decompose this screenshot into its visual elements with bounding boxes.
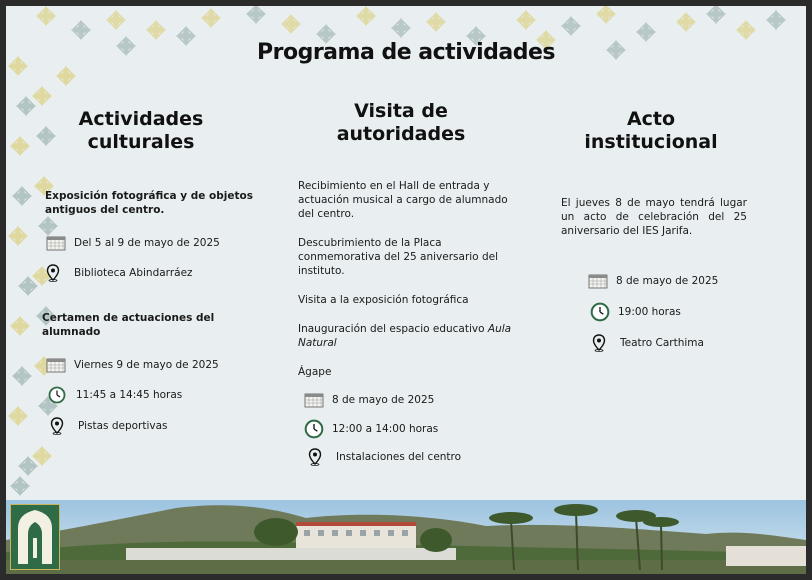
event-place-row [308, 447, 461, 467]
event-name: Certamen de actuaciones del alumnado [42, 312, 215, 338]
column-heading-visita-autoridades [306, 100, 496, 146]
calendar-icon [588, 271, 610, 291]
activity-item [298, 322, 518, 350]
event-date-row [588, 271, 718, 291]
event-time-row [48, 385, 182, 405]
heading-line: autoridades [336, 123, 466, 145]
event-date: 8 de mayo de 2025 [616, 275, 719, 287]
calendar-icon [46, 233, 68, 253]
event-date-row [46, 233, 220, 253]
event-place: Teatro Carthima [620, 337, 704, 349]
column-heading-acto-institucional [566, 108, 736, 154]
activity-item: Ágape [298, 366, 332, 378]
activity-item-text: Inauguración del espacio educativo [298, 323, 485, 335]
event-place: Instalaciones del centro [336, 451, 462, 463]
school-logo [10, 504, 60, 570]
location-pin-icon [46, 263, 68, 283]
event-date-row [46, 355, 219, 375]
event-date: Viernes 9 de mayo de 2025 [74, 359, 219, 371]
heading-line: Actividades [78, 108, 204, 130]
event-time-row [304, 419, 438, 439]
event-date-row [304, 390, 434, 410]
event-place-row [50, 416, 168, 436]
slide [6, 6, 806, 574]
page-title: Programa de actividades [257, 40, 555, 65]
location-pin-icon [308, 447, 330, 467]
event-time: 19:00 horas [618, 306, 681, 318]
event-date: 8 de mayo de 2025 [332, 394, 435, 406]
activity-item: Visita a la exposición fotográfica [298, 294, 469, 306]
clock-icon [590, 302, 612, 322]
clock-icon [48, 385, 70, 405]
event-place-row [46, 263, 193, 283]
clock-icon [304, 419, 326, 439]
event-place-row [592, 333, 704, 353]
heading-line: Acto [626, 108, 676, 130]
calendar-icon [46, 355, 68, 375]
event-name: Exposición fotográfica y de objetos antiguos del centro. [45, 190, 253, 216]
calendar-icon [304, 390, 326, 410]
heading-line: Visita de [354, 100, 448, 122]
landscape-photo [6, 500, 806, 574]
activity-item: Recibimiento en el Hall de entrada y actuación musical a cargo de alumnado del centro. [298, 180, 508, 220]
location-pin-icon [50, 416, 72, 436]
heading-line: institucional [584, 131, 718, 153]
event-time-row [590, 302, 681, 322]
column-heading-actividades-culturales [56, 108, 226, 154]
event-time: 11:45 a 14:45 horas [76, 389, 183, 401]
event-date: Del 5 al 9 de mayo de 2025 [74, 237, 220, 249]
activity-item: Descubrimiento de la Placa conmemorativa del 25 aniversario del instituto. [298, 237, 498, 277]
event-place: Pistas deportivas [78, 420, 168, 432]
event-place: Biblioteca Abindarráez [74, 267, 193, 279]
location-pin-icon [592, 333, 614, 353]
activity-item-italic: Aula Natural [298, 323, 512, 349]
heading-line: culturales [87, 131, 195, 153]
event-time: 12:00 a 14:00 horas [332, 423, 439, 435]
event-description: El jueves 8 de mayo tendrá lugar un acto de celebración del 25 aniversario del IES Jarifa. [561, 197, 747, 237]
